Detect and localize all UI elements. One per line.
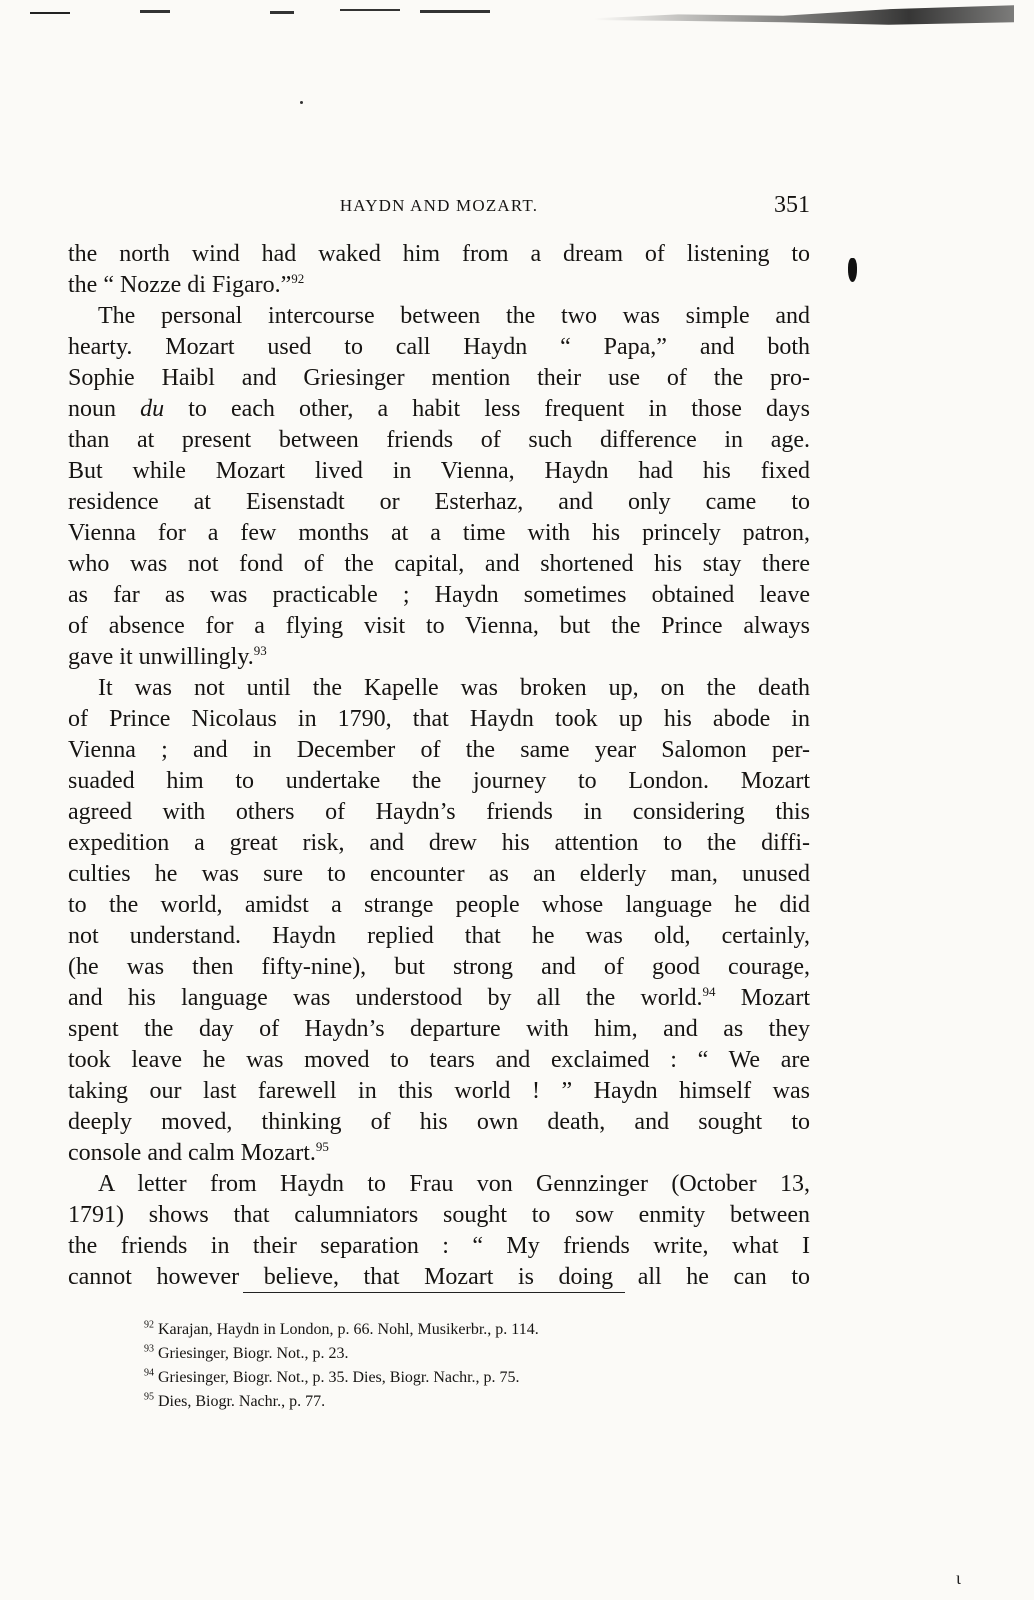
footnote-95	[144, 1390, 784, 1414]
footnote-text: Griesinger, Biogr. Not., p. 23.	[158, 1345, 349, 1362]
text-line: of Prince Nicolaus in 1790, that Haydn took up his abode in	[68, 706, 810, 732]
text-line: residence at Eisenstadt or Esterhaz, and only came to	[68, 489, 810, 515]
text-fragment: gave it unwillingly.	[68, 644, 254, 670]
text-line: 1791) shows that calumniators sought to sow enmity between	[68, 1202, 810, 1228]
paragraph-1	[68, 239, 810, 301]
text-line: spent the day of Haydn’s departure with him, and as they	[68, 1016, 810, 1042]
text-line: as far as was practicable ; Haydn sometimes obtained leave	[68, 582, 810, 608]
scan-noise	[420, 10, 490, 13]
footnote-ref: 95	[315, 1139, 329, 1154]
footnote-ref: 93	[253, 643, 267, 658]
text-line: deeply moved, thinking of his own death, and sought to	[68, 1109, 810, 1135]
italic-word: du	[140, 396, 165, 422]
text-line	[68, 642, 810, 673]
paragraph-3	[68, 673, 810, 1169]
text-line: A letter from Haydn to Frau von Gennzinger (October 13,	[98, 1171, 810, 1197]
text-fragment: the “ Nozze di Figaro.”	[68, 272, 292, 298]
text-line: not understand. Haydn replied that he was old, certainly,	[68, 923, 810, 949]
page-number: 351	[774, 192, 810, 218]
scan-rule	[30, 12, 70, 14]
text-fragment: noun	[68, 396, 141, 422]
text-line: But while Mozart lived in Vienna, Haydn had his fixed	[68, 458, 810, 484]
text-line: It was not until the Kapelle was broken up, on the death	[98, 675, 810, 701]
running-title: HAYDN AND MOZART.	[339, 196, 539, 215]
text-line	[68, 1138, 810, 1169]
footnote-92	[144, 1318, 784, 1342]
text-line: Sophie Haibl and Griesinger mention their use of the pro-	[68, 365, 810, 391]
text-line: the friends in their separation : “ My friends write, what I	[68, 1233, 810, 1259]
text-line: took leave he was moved to tears and exclaimed : “ We are	[68, 1047, 810, 1073]
footnote-number: 94	[144, 1367, 154, 1379]
text-line: Vienna ; and in December of the same year Salomon per-	[68, 737, 810, 763]
text-fragment: to each other, a habit less frequent in those days	[164, 396, 810, 422]
text-line: Vienna for a few months at a time with his princely patron,	[68, 520, 810, 546]
text-line: of absence for a flying visit to Vienna, but the Prince always	[68, 613, 810, 639]
corner-mark: ι	[956, 1568, 961, 1588]
text-fragment: Mozart	[715, 985, 810, 1011]
running-head	[68, 192, 810, 222]
text-line: agreed with others of Haydn’s friends in considering this	[68, 799, 810, 825]
footnote-number: 92	[144, 1319, 154, 1331]
text-line: expedition a great risk, and drew his attention to the diffi-	[68, 830, 810, 856]
scan-noise	[340, 9, 400, 11]
text-line	[68, 983, 810, 1014]
body-text	[68, 239, 810, 1293]
text-line: (he was then fifty-nine), but strong and of good courage,	[68, 954, 810, 980]
text-line: suaded him to undertake the journey to London. Mozart	[68, 768, 810, 794]
text-fragment: and his language was understood by all the world.	[68, 985, 703, 1011]
footnote-text: Dies, Biogr. Nachr., p. 77.	[158, 1393, 326, 1410]
footnote-divider	[243, 1292, 625, 1293]
scan-smear	[594, 4, 1014, 30]
text-line: to the world, amidst a strange people whose language he did	[68, 892, 810, 918]
footnote-ref: 94	[702, 984, 716, 999]
text-line: The personal intercourse between the two was simple and	[98, 303, 810, 329]
paragraph-2	[68, 301, 810, 673]
text-line: culties he was sure to encounter as an elderly man, unused	[68, 861, 810, 887]
text-line: than at present between friends of such difference in age.	[68, 427, 810, 453]
text-line: the north wind had waked him from a dream of listening to	[68, 241, 810, 267]
footnote-number: 95	[144, 1391, 154, 1403]
footnote-text: Karajan, Haydn in London, p. 66. Nohl, Musikerbr., p. 114.	[158, 1321, 539, 1338]
text-line: cannot however believe, that Mozart is doing all he can to	[68, 1264, 810, 1290]
paragraph-4	[68, 1169, 810, 1293]
footnote-ref: 92	[291, 271, 305, 286]
footnote-text: Griesinger, Biogr. Not., p. 35. Dies, Biogr. Nachr., p. 75.	[158, 1369, 520, 1386]
footnotes	[144, 1318, 784, 1414]
text-fragment: console and calm Mozart.	[68, 1140, 316, 1166]
scan-noise	[140, 10, 170, 13]
footnote-94	[144, 1366, 784, 1390]
text-line	[68, 270, 810, 301]
margin-mark	[848, 258, 857, 282]
scan-noise	[270, 11, 294, 14]
text-line: who was not fond of the capital, and shortened his stay there	[68, 551, 810, 577]
text-line: taking our last farewell in this world ! ” Haydn himself was	[68, 1078, 810, 1104]
scan-speck	[300, 101, 303, 104]
footnote-number: 93	[144, 1343, 154, 1355]
footnote-93	[144, 1342, 784, 1366]
text-line	[68, 394, 810, 425]
text-line: hearty. Mozart used to call Haydn “ Papa,” and both	[68, 334, 810, 360]
scan-edge-artifacts	[0, 0, 1034, 40]
